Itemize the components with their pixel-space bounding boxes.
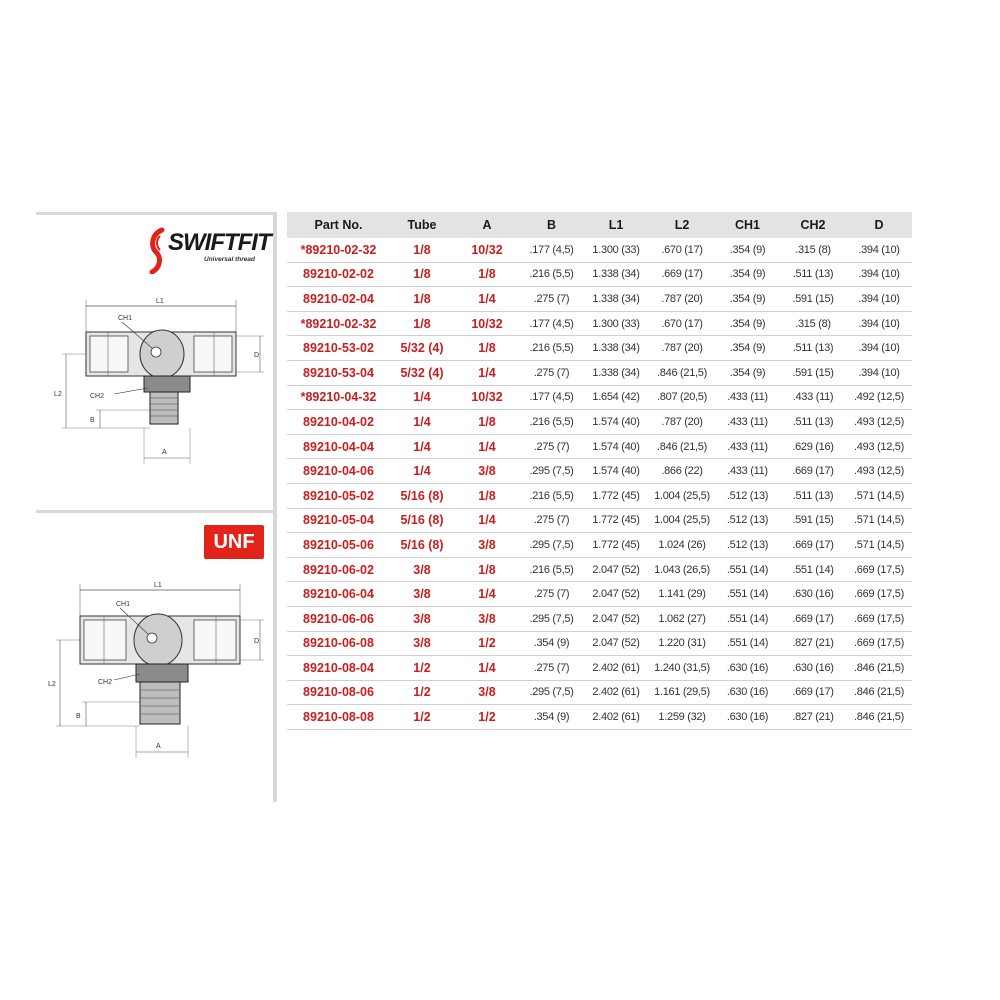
cell-l1: 2.047 (52) [583,606,649,631]
cell-l2: 1.043 (26,5) [649,557,715,582]
table-row [287,385,912,410]
cell-a: 3/8 [454,533,520,558]
cell-d: .669 (17,5) [846,606,912,631]
cell-d: .846 (21,5) [846,705,912,730]
table-row [287,656,912,681]
panel-divider-right [273,212,277,802]
table-row [287,238,912,262]
cell-part-no: 89210-53-04 [287,360,390,385]
dim-label-a: A [162,449,167,456]
cell-ch2: .511 (13) [780,410,846,435]
table-row [287,680,912,705]
cell-ch2: .315 (8) [780,238,846,262]
cell-ch1: .512 (13) [715,533,780,558]
cell-l1: 2.402 (61) [583,656,649,681]
cell-ch2: .669 (17) [780,459,846,484]
logo-tagline: Universal thread [204,256,255,263]
cell-b: .275 (7) [520,287,583,312]
cell-tube: 1/2 [390,705,454,730]
dim-label-ch2-b: CH2 [98,679,113,686]
cell-d: .571 (14,5) [846,483,912,508]
cell-b: .275 (7) [520,434,583,459]
cell-b: .354 (9) [520,705,583,730]
cell-ch1: .354 (9) [715,360,780,385]
cell-l1: 2.047 (52) [583,631,649,656]
cell-ch2: .591 (15) [780,287,846,312]
cell-tube: 3/8 [390,557,454,582]
cell-l1: 1.338 (34) [583,360,649,385]
cell-ch2: .591 (15) [780,508,846,533]
cell-l2: .669 (17) [649,262,715,287]
cell-part-no: 89210-02-02 [287,262,390,287]
cell-a: 1/4 [454,656,520,681]
cell-tube: 5/32 (4) [390,360,454,385]
dim-label-ch2: CH2 [90,393,105,400]
dim-label-l2-b: L2 [48,681,56,688]
table-row [287,606,912,631]
cell-ch1: .630 (16) [715,680,780,705]
cell-d: .394 (10) [846,311,912,336]
table-body [287,238,912,729]
cell-a: 1/4 [454,582,520,607]
cell-tube: 5/16 (8) [390,533,454,558]
cell-l1: 2.047 (52) [583,557,649,582]
fitting-drawing-top [44,292,270,472]
table-row [287,705,912,730]
dim-label-b: B [90,417,95,424]
cell-part-no: 89210-04-06 [287,459,390,484]
logo-wordmark: SWIFTFIT [168,229,271,256]
cell-l2: 1.220 (31) [649,631,715,656]
dim-label-d-b: D [254,638,260,645]
dim-label-l2: L2 [54,391,62,398]
cell-l2: 1.240 (31,5) [649,656,715,681]
cell-d: .394 (10) [846,238,912,262]
product-panel [36,212,276,802]
cell-part-no: *89210-02-32 [287,238,390,262]
cell-b: .216 (5,5) [520,262,583,287]
cell-l2: 1.161 (29,5) [649,680,715,705]
dim-label-ch1-b: CH1 [116,601,131,608]
cell-b: .295 (7,5) [520,606,583,631]
cell-d: .571 (14,5) [846,508,912,533]
cell-ch2: .669 (17) [780,606,846,631]
cell-tube: 5/32 (4) [390,336,454,361]
cell-part-no: 89210-04-04 [287,434,390,459]
cell-a: 1/8 [454,483,520,508]
cell-a: 10/32 [454,311,520,336]
cell-l2: 1.004 (25,5) [649,483,715,508]
cell-l2: 1.141 (29) [649,582,715,607]
cell-l1: 1.338 (34) [583,262,649,287]
cell-ch1: .630 (16) [715,705,780,730]
cell-ch2: .511 (13) [780,483,846,508]
cell-b: .354 (9) [520,631,583,656]
table-row [287,311,912,336]
cell-b: .275 (7) [520,656,583,681]
panel-divider-middle [36,510,276,513]
cell-b: .177 (4,5) [520,238,583,262]
cell-l2: .670 (17) [649,311,715,336]
cell-l2: .787 (20) [649,410,715,435]
cell-d: .493 (12,5) [846,459,912,484]
cell-l1: 2.402 (61) [583,680,649,705]
cell-l1: 1.338 (34) [583,287,649,312]
cell-ch1: .354 (9) [715,238,780,262]
cell-ch2: .591 (15) [780,360,846,385]
cell-l1: 1.772 (45) [583,533,649,558]
cell-ch2: .630 (16) [780,582,846,607]
cell-l1: 2.047 (52) [583,582,649,607]
cell-part-no: 89210-04-02 [287,410,390,435]
cell-tube: 1/4 [390,385,454,410]
cell-b: .275 (7) [520,582,583,607]
cell-ch2: .669 (17) [780,533,846,558]
cell-ch1: .354 (9) [715,262,780,287]
cell-ch1: .433 (11) [715,434,780,459]
cell-tube: 1/8 [390,311,454,336]
cell-l2: .846 (21,5) [649,434,715,459]
table-row [287,483,912,508]
header-part-no: Part No. [287,212,390,238]
cell-part-no: 89210-08-08 [287,705,390,730]
cell-ch2: .511 (13) [780,262,846,287]
cell-l2: 1.024 (26) [649,533,715,558]
cell-ch2: .629 (16) [780,434,846,459]
cell-ch1: .551 (14) [715,631,780,656]
dim-label-b-b: B [76,713,81,720]
cell-b: .216 (5,5) [520,483,583,508]
cell-part-no: 89210-08-06 [287,680,390,705]
table-row [287,336,912,361]
cell-part-no: 89210-05-04 [287,508,390,533]
cell-a: 10/32 [454,385,520,410]
cell-ch2: .630 (16) [780,656,846,681]
table-row [287,434,912,459]
cell-tube: 1/8 [390,238,454,262]
cell-l2: .866 (22) [649,459,715,484]
cell-l1: 2.402 (61) [583,705,649,730]
cell-part-no: 89210-06-02 [287,557,390,582]
cell-part-no: *89210-02-32 [287,311,390,336]
cell-tube: 3/8 [390,606,454,631]
cell-part-no: 89210-02-04 [287,287,390,312]
cell-l1: 1.574 (40) [583,434,649,459]
cell-l2: 1.004 (25,5) [649,508,715,533]
cell-d: .394 (10) [846,287,912,312]
cell-b: .295 (7,5) [520,459,583,484]
table-row [287,262,912,287]
cell-d: .394 (10) [846,360,912,385]
cell-ch2: .827 (21) [780,631,846,656]
cell-l1: 1.772 (45) [583,483,649,508]
table-row [287,582,912,607]
cell-tube: 1/4 [390,459,454,484]
cell-a: 10/32 [454,238,520,262]
table-row [287,410,912,435]
cell-part-no: *89210-04-32 [287,385,390,410]
cell-b: .275 (7) [520,508,583,533]
header-b: B [520,212,583,238]
dim-label-d: D [254,352,260,359]
cell-ch1: .354 (9) [715,336,780,361]
cell-tube: 1/8 [390,262,454,287]
cell-d: .669 (17,5) [846,631,912,656]
dim-label-l1-b: L1 [154,582,162,589]
cell-l2: .787 (20) [649,336,715,361]
cell-a: 1/2 [454,631,520,656]
cell-tube: 1/2 [390,656,454,681]
unf-badge: UNF [204,525,264,559]
cell-b: .295 (7,5) [520,680,583,705]
table-row [287,508,912,533]
cell-d: .846 (21,5) [846,680,912,705]
swiftfit-logo [148,226,276,274]
cell-ch1: .630 (16) [715,656,780,681]
dim-label-a-b: A [156,743,161,750]
header-l1: L1 [583,212,649,238]
cell-b: .216 (5,5) [520,410,583,435]
cell-ch1: .551 (14) [715,557,780,582]
cell-ch2: .433 (11) [780,385,846,410]
cell-ch1: .354 (9) [715,287,780,312]
cell-l1: 1.300 (33) [583,311,649,336]
cell-part-no: 89210-06-06 [287,606,390,631]
cell-part-no: 89210-08-04 [287,656,390,681]
header-l2: L2 [649,212,715,238]
cell-ch1: .433 (11) [715,410,780,435]
cell-a: 1/4 [454,434,520,459]
cell-d: .571 (14,5) [846,533,912,558]
cell-l2: .670 (17) [649,238,715,262]
cell-ch1: .512 (13) [715,483,780,508]
cell-l1: 1.574 (40) [583,459,649,484]
cell-l1: 1.300 (33) [583,238,649,262]
cell-part-no: 89210-05-06 [287,533,390,558]
cell-tube: 3/8 [390,582,454,607]
cell-tube: 5/16 (8) [390,508,454,533]
cell-tube: 1/4 [390,410,454,435]
cell-l2: .846 (21,5) [649,360,715,385]
cell-ch1: .551 (14) [715,606,780,631]
cell-part-no: 89210-05-02 [287,483,390,508]
cell-l2: .807 (20,5) [649,385,715,410]
cell-b: .216 (5,5) [520,557,583,582]
cell-part-no: 89210-53-02 [287,336,390,361]
cell-d: .493 (12,5) [846,410,912,435]
cell-ch2: .315 (8) [780,311,846,336]
cell-l1: 1.772 (45) [583,508,649,533]
cell-tube: 1/8 [390,287,454,312]
dimensions-table [287,212,912,730]
header-ch2: CH2 [780,212,846,238]
cell-l1: 1.654 (42) [583,385,649,410]
cell-ch1: .433 (11) [715,385,780,410]
cell-ch1: .433 (11) [715,459,780,484]
cell-ch2: .511 (13) [780,336,846,361]
cell-a: 1/8 [454,557,520,582]
fitting-drawing-bottom [44,574,270,764]
table-row [287,459,912,484]
cell-b: .177 (4,5) [520,385,583,410]
cell-l2: .787 (20) [649,287,715,312]
cell-ch1: .551 (14) [715,582,780,607]
swiftfit-logo-icon [148,226,170,274]
cell-a: 3/8 [454,459,520,484]
cell-a: 3/8 [454,680,520,705]
cell-a: 1/2 [454,705,520,730]
table-header-row [287,212,912,238]
dim-label-l1: L1 [156,298,164,305]
cell-d: .846 (21,5) [846,656,912,681]
cell-ch2: .827 (21) [780,705,846,730]
cell-part-no: 89210-06-08 [287,631,390,656]
cell-part-no: 89210-06-04 [287,582,390,607]
cell-b: .275 (7) [520,360,583,385]
header-ch1: CH1 [715,212,780,238]
cell-d: .394 (10) [846,262,912,287]
header-tube: Tube [390,212,454,238]
cell-a: 1/4 [454,287,520,312]
cell-tube: 1/4 [390,434,454,459]
cell-ch2: .669 (17) [780,680,846,705]
cell-d: .493 (12,5) [846,434,912,459]
cell-a: 1/8 [454,336,520,361]
table-row [287,631,912,656]
cell-d: .492 (12,5) [846,385,912,410]
cell-l1: 1.338 (34) [583,336,649,361]
cell-b: .177 (4,5) [520,311,583,336]
cell-l2: 1.062 (27) [649,606,715,631]
cell-tube: 5/16 (8) [390,483,454,508]
cell-l2: 1.259 (32) [649,705,715,730]
table-row [287,533,912,558]
dim-label-ch1: CH1 [118,315,133,322]
cell-a: 1/8 [454,410,520,435]
cell-b: .295 (7,5) [520,533,583,558]
cell-a: 1/4 [454,360,520,385]
cell-d: .394 (10) [846,336,912,361]
panel-divider-top [36,212,276,215]
cell-tube: 3/8 [390,631,454,656]
cell-ch2: .551 (14) [780,557,846,582]
cell-a: 1/8 [454,262,520,287]
cell-a: 1/4 [454,508,520,533]
cell-d: .669 (17,5) [846,557,912,582]
cell-d: .669 (17,5) [846,582,912,607]
table-row [287,557,912,582]
cell-ch1: .512 (13) [715,508,780,533]
cell-tube: 1/2 [390,680,454,705]
cell-a: 3/8 [454,606,520,631]
table-row [287,287,912,312]
cell-l1: 1.574 (40) [583,410,649,435]
cell-b: .216 (5,5) [520,336,583,361]
header-d: D [846,212,912,238]
table-row [287,360,912,385]
header-a: A [454,212,520,238]
cell-ch1: .354 (9) [715,311,780,336]
